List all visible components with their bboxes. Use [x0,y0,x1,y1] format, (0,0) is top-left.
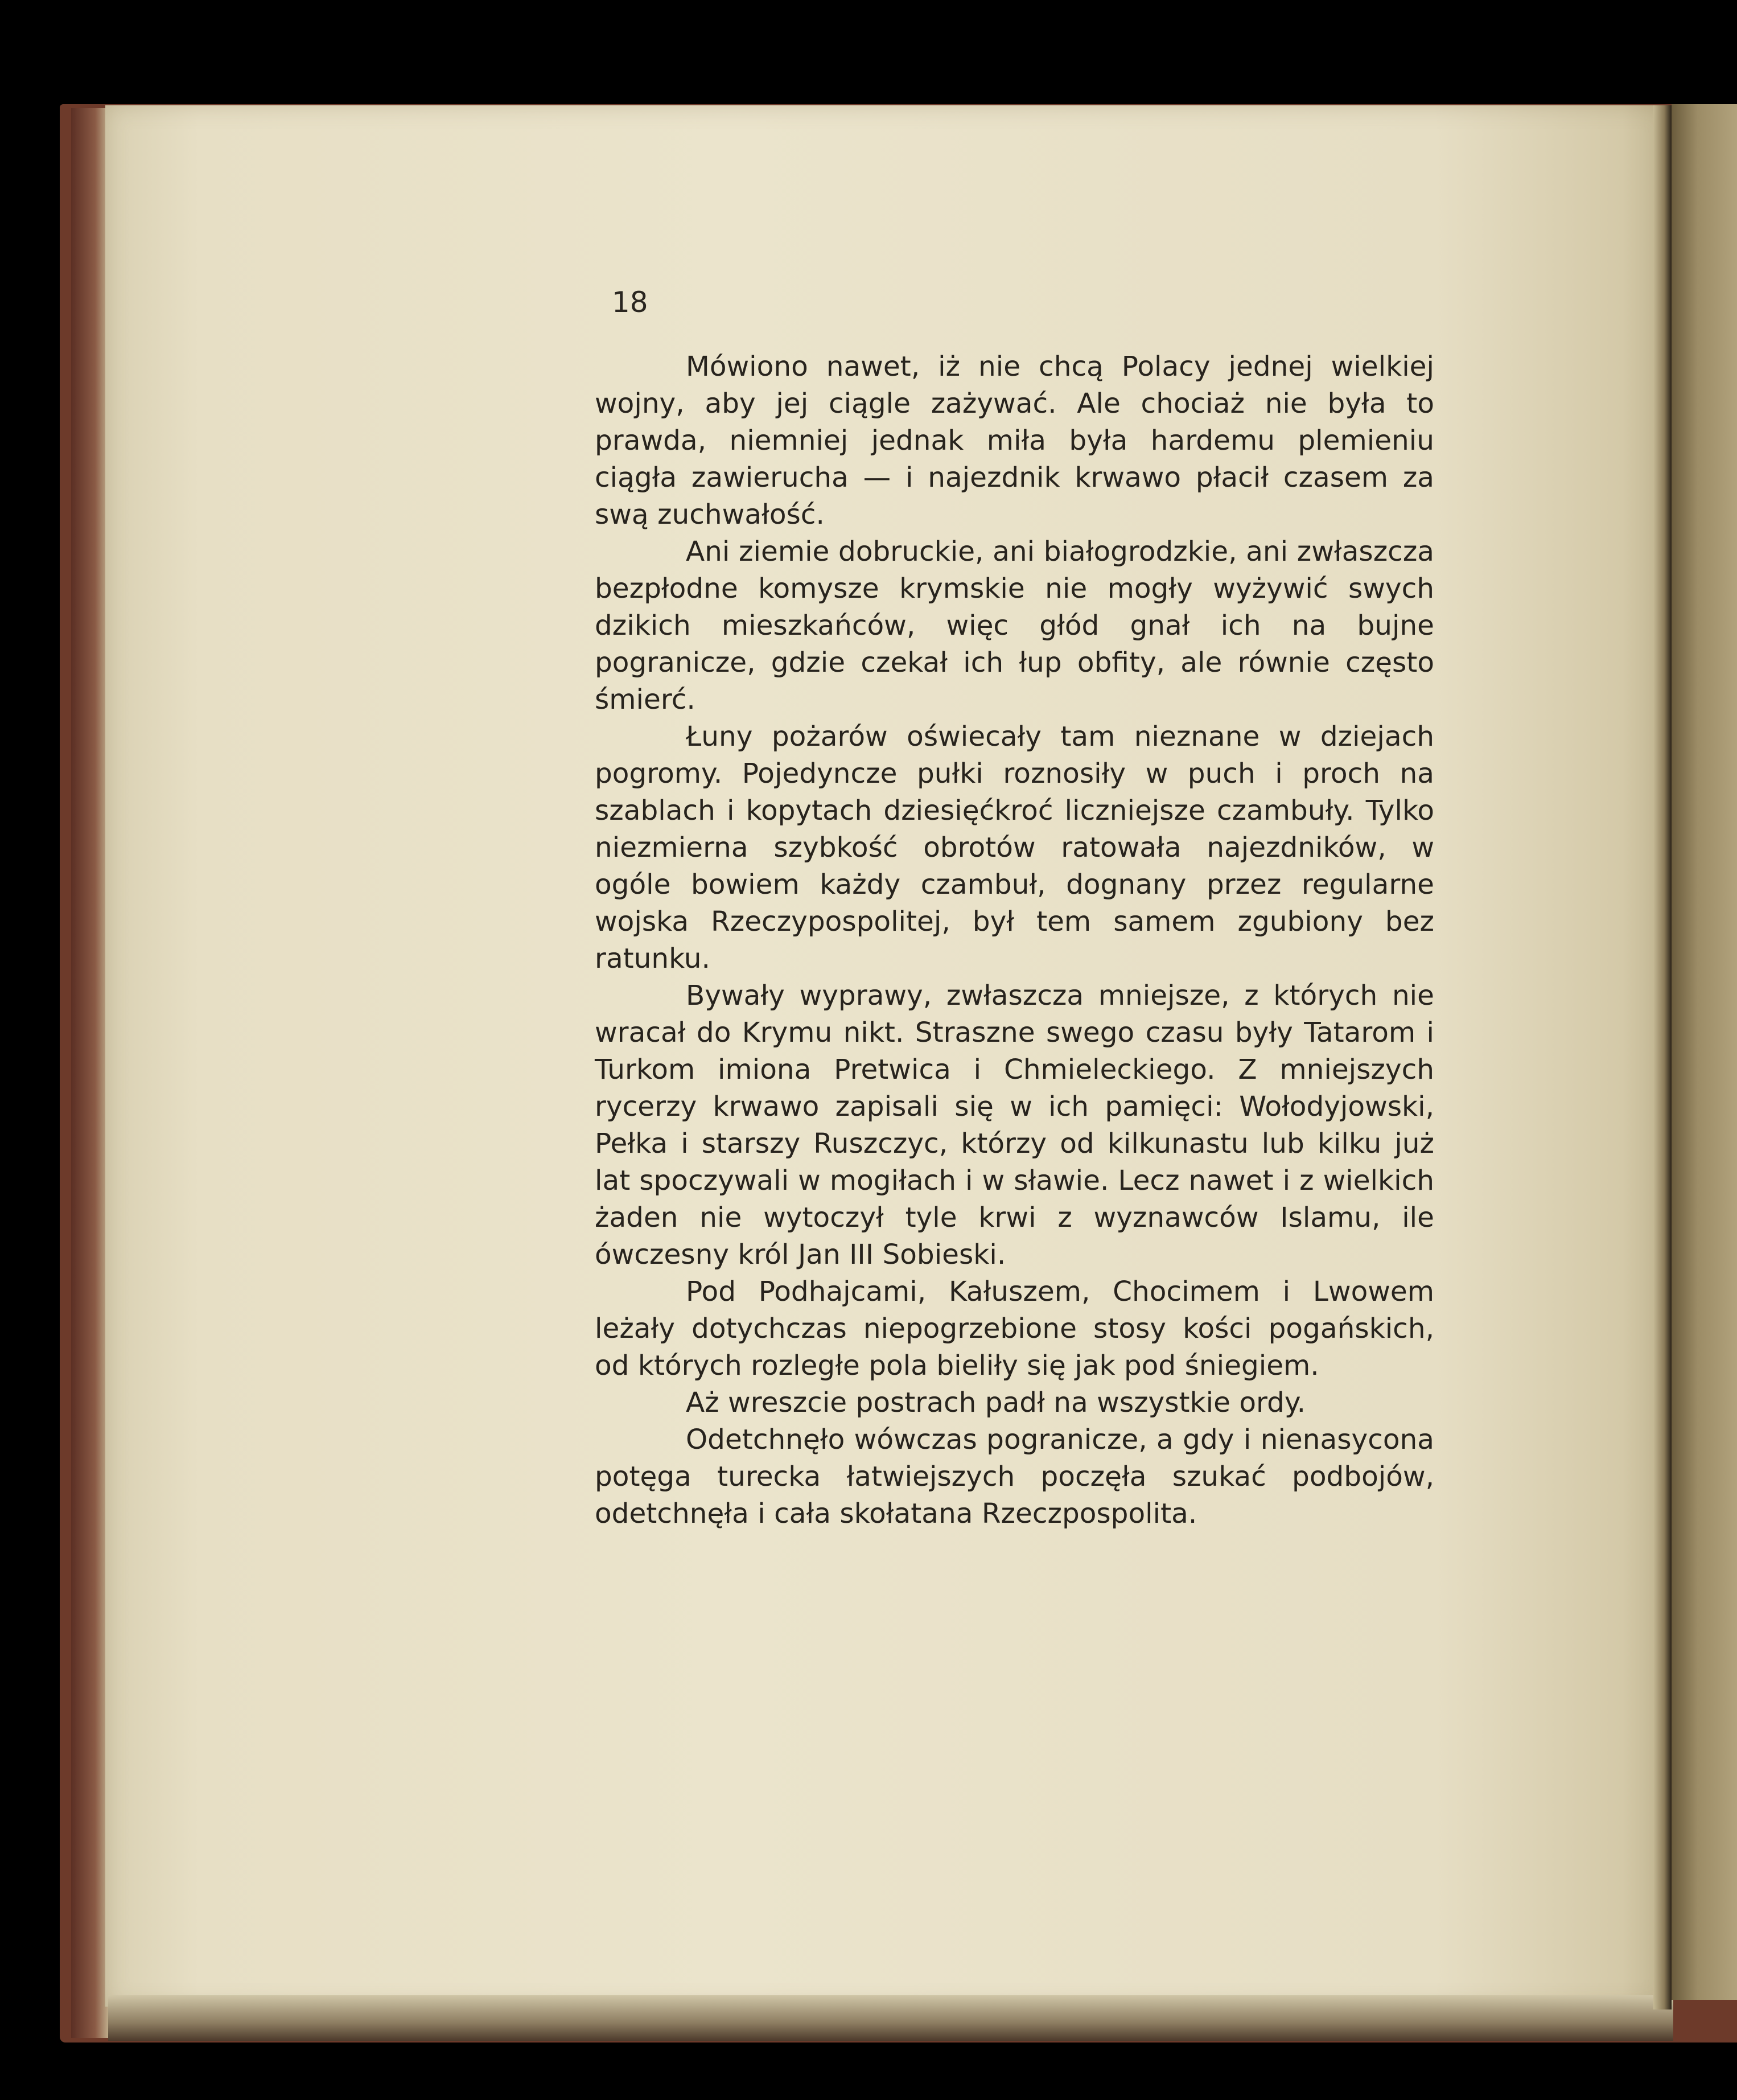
paragraph-1: Mówiono nawet, iż nie chcą Polacy jednej wielkiej wojny, aby jej ciągle zażywać. Ale chociaż nie była to prawda, niemniej jednak miła była hardemu plemieniu ciągła zawierucha — i najezdnik krwawo płacił czasem za swą zuchwałość. [595,351,1434,531]
paragraph-6: Aż wreszcie postrach padł na wszystkie ordy. [686,1387,1306,1419]
paragraph-7: Odetchnęło wówczas pogranicze, a gdy i nienasycona potęga turecka łatwiejszych poczęła szukać podbojów, odetchnęła i cała skołatana Rzeczpospolita. [595,1424,1434,1530]
paragraph-5: Pod Podhajcami, Kałuszem, Chocimem i Lwowem leżały dotychczas niepogrzebione stosy kości pogańskich, od których rozległe pola bieliły się jak pod śniegiem. [595,1276,1434,1382]
paragraph-4: Bywały wyprawy, zwłaszcza mniejsze, z których nie wracał do Krymu nikt. Straszne swego czasu były Tatarom i Turkom imiona Pretwica i Chmieleckiego. Z mniejszych rycerzy krwawo zapisali się w ich pamięci: Wołodyjowski, Pełka i starszy Ruszczyc, którzy od kilkunastu lub kilku już lat spoczywali w mogiłach i w sławie. Lecz nawet i z wielkich żaden nie wytoczył tyle krwi z wyznawców Islamu, ile ówczesny król Jan III Sobieski. [595,980,1434,1271]
body-text [595,348,1434,1532]
paragraph-3: Łuny pożarów oświecały tam nieznane w dziejach pogromy. Pojedyncze pułki roznosiły w puch i proch na szablach i kopytach dziesięćkroć liczniejsze czambuły. Tylko niezmierna szybkość obrotów ratowała najezdników, w ogóle bowiem każdy czambuł, dognany przez regularne wojska Rzeczypospolitej, był tem samem zgubiony bez ratunku. [595,721,1434,975]
page-number: 18 [612,286,648,319]
paragraph-2: Ani ziemie dobruckie, ani białogrodzkie, ani zwłaszcza bezpłodne komysze krymskie nie mogły wyżywić swych dzikich mieszkańców, więc głód gnał ich na bujne pogranicze, gdzie czekał ich łup obfity, ale równie często śmierć. [595,536,1434,716]
next-page-edge [1672,104,1737,2000]
book-bottom-edge [108,1995,1673,2041]
page-gutter [1653,105,1672,2009]
